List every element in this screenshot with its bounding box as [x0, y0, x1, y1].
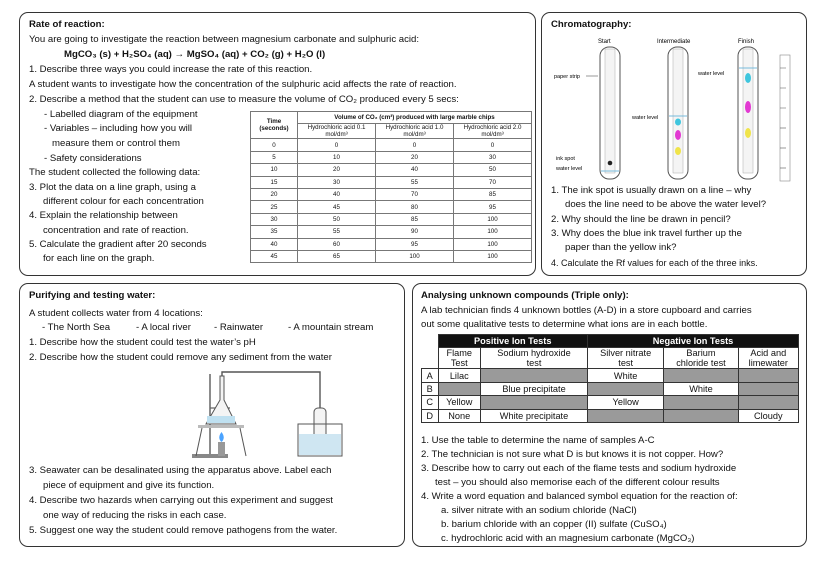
volume-data-table	[250, 111, 532, 263]
chrom-q2: 2. Why should the line be drawn in pencil?	[551, 214, 731, 225]
volume-col-header: Hydrochloric acid 2.0 mol/dm³	[454, 124, 532, 139]
rate-q1: 1. Describe three ways you could increase the rate of this reaction.	[29, 64, 313, 75]
tube-intermediate	[668, 47, 688, 179]
rate-q3-cont: different colour for each concentration	[43, 196, 204, 207]
ion-table-row	[422, 409, 799, 422]
chrom-q1-cont: does the line need to be above the water level?	[565, 199, 767, 210]
ion-result-cell	[664, 409, 738, 422]
volume-cell: 55	[376, 176, 454, 188]
ion-result-cell: Lilac	[438, 369, 481, 382]
volume-cell: 45	[298, 201, 376, 213]
unknown-q4c: c. hydrochloric acid with an magnesium carbonate (MgCO₃)	[441, 533, 695, 544]
label-paper-strip: paper strip	[554, 74, 580, 80]
volume-cell: 100	[454, 250, 532, 262]
time-header: Time (seconds)	[251, 112, 298, 139]
volume-table-row	[251, 213, 532, 225]
chromatography-panel	[541, 12, 807, 276]
rate-q3: 3. Plot the data on a line graph, using a	[29, 182, 196, 193]
col-silver-nitrate: Silver nitrate test	[588, 348, 664, 369]
volume-cell: 20	[376, 151, 454, 163]
volume-table-row	[251, 201, 532, 213]
distillation-apparatus	[170, 368, 405, 462]
volume-cell: 90	[376, 226, 454, 238]
tube-finish	[738, 47, 758, 179]
label-water-level-start: water level	[556, 166, 583, 172]
ion-test-table	[421, 334, 799, 423]
sample-id: B	[422, 382, 439, 395]
ion-result-cell: White	[588, 369, 664, 382]
col-sodium-hydroxide: Sodium hydroxide test	[481, 348, 588, 369]
volume-cell: 35	[251, 226, 298, 238]
volume-cell: 50	[298, 213, 376, 225]
label-finish: Finish	[738, 39, 755, 45]
volume-cell: 0	[376, 139, 454, 151]
water-q4: 4. Describe two hazards when carrying out this experiment and suggest	[29, 495, 333, 506]
chromatography-diagram	[542, 33, 806, 183]
rate-title: Rate of reaction:	[29, 19, 105, 30]
col-acid-limewater: Acid and limewater	[738, 348, 798, 369]
col-flame-test: Flame Test	[438, 348, 481, 369]
volume-table-row	[251, 139, 532, 151]
volume-cell: 45	[251, 250, 298, 262]
volume-cell: 0	[251, 139, 298, 151]
volume-cell: 5	[251, 151, 298, 163]
volume-cell: 100	[454, 226, 532, 238]
rate-equation: MgCO₃ (s) + H₂SO₄ (aq) → MgSO₄ (aq) + CO₂ (g) + H₂O (l)	[64, 49, 326, 60]
volume-cell: 0	[454, 139, 532, 151]
volume-table-row	[251, 238, 532, 250]
chrom-title: Chromatography:	[551, 19, 632, 30]
ion-result-cell	[738, 369, 798, 382]
volume-col-header: Hydrochloric acid 0.1 mol/dm³	[298, 124, 376, 139]
ion-table-row	[422, 369, 799, 382]
rate-bullet-diagram: - Labelled diagram of the equipment	[44, 109, 198, 120]
volume-header: Volume of CO₂ (cm³) produced with large marble chips	[298, 112, 532, 124]
volume-table-row	[251, 164, 532, 176]
water-q4-cont: one way of reducing the risks in each case.	[43, 510, 227, 521]
water-title: Purifying and testing water:	[29, 290, 156, 301]
location-river: - A local river	[136, 322, 191, 333]
volume-cell: 30	[454, 151, 532, 163]
volume-cell: 40	[376, 164, 454, 176]
unknown-intro-cont: out some qualitative tests to determine what ions are in each bottle.	[421, 319, 708, 330]
label-start: Start	[598, 39, 611, 45]
ion-result-cell: None	[438, 409, 481, 422]
volume-cell: 25	[251, 201, 298, 213]
label-ink-spot: ink spot	[556, 156, 575, 162]
volume-cell: 55	[298, 226, 376, 238]
rate-bullet-variables: - Variables – including how you will	[44, 123, 193, 134]
water-intro: A student collects water from 4 locations:	[29, 308, 203, 319]
volume-cell: 20	[298, 164, 376, 176]
label-intermediate: Intermediate	[657, 39, 691, 45]
volume-cell: 80	[376, 201, 454, 213]
ion-result-cell	[481, 369, 588, 382]
ion-result-cell: Cloudy	[738, 409, 798, 422]
volume-cell: 10	[251, 164, 298, 176]
ion-result-cell: Blue precipitate	[481, 382, 588, 395]
sample-id: C	[422, 396, 439, 409]
col-barium-chloride: Barium chloride test	[664, 348, 738, 369]
unknown-q2: 2. The technician is not sure what D is but knows it is not copper. How?	[421, 449, 724, 460]
ion-result-cell	[738, 382, 798, 395]
negative-ion-header: Negative Ion Tests	[588, 335, 799, 348]
volume-cell: 100	[454, 213, 532, 225]
rate-intro: You are going to investigate the reaction between magnesium carbonate and sulphuric acid:	[29, 34, 420, 45]
ion-result-cell	[664, 369, 738, 382]
volume-cell: 100	[376, 250, 454, 262]
volume-cell: 20	[251, 188, 298, 200]
ion-result-cell	[738, 396, 798, 409]
unknown-q4a: a. silver nitrate with an sodium chloride (NaCl)	[441, 505, 637, 516]
unknown-q4: 4. Write a word equation and balanced symbol equation for the reaction of:	[421, 491, 738, 502]
rate-bullet-safety: - Safety considerations	[44, 153, 142, 164]
volume-cell: 85	[454, 188, 532, 200]
label-water-level-finish: water level	[698, 71, 725, 77]
volume-cell: 70	[454, 176, 532, 188]
ion-result-cell	[438, 382, 481, 395]
volume-cell: 10	[298, 151, 376, 163]
volume-cell: 60	[298, 238, 376, 250]
ion-result-cell	[481, 396, 588, 409]
volume-table-row	[251, 151, 532, 163]
volume-cell: 30	[251, 213, 298, 225]
water-q2: 2. Describe how the student could remove any sediment from the water	[29, 352, 332, 363]
volume-cell: 95	[454, 201, 532, 213]
unknown-panel	[412, 283, 807, 547]
water-q5: 5. Suggest one way the student could remove pathogens from the water.	[29, 525, 338, 536]
rate-of-reaction-panel	[19, 12, 536, 276]
ion-result-cell: Yellow	[438, 396, 481, 409]
ion-table-row	[422, 396, 799, 409]
rate-q5: 5. Calculate the gradient after 20 seconds	[29, 239, 207, 250]
location-rainwater: - Rainwater	[214, 322, 264, 333]
ion-result-cell: White precipitate	[481, 409, 588, 422]
unknown-q4b: b. barium chloride with an copper (II) sulfate (CuSO₄)	[441, 519, 667, 530]
sample-id: A	[422, 369, 439, 382]
unknown-intro: A lab technician finds 4 unknown bottles (A-D) in a store cupboard and carries	[421, 305, 752, 316]
water-q3: 3. Seawater can be desalinated using the apparatus above. Label each	[29, 465, 332, 476]
water-q3-cont: piece of equipment and give its function.	[43, 480, 215, 491]
location-mountain-stream: - A mountain stream	[288, 322, 374, 333]
volume-table-row	[251, 250, 532, 262]
volume-cell: 15	[251, 176, 298, 188]
positive-ion-header: Positive Ion Tests	[438, 335, 588, 348]
rate-bullet-variables-cont: measure them or control them	[52, 138, 180, 149]
chrom-q1: 1. The ink spot is usually drawn on a line – why	[551, 185, 752, 196]
volume-cell: 40	[251, 238, 298, 250]
water-panel	[19, 283, 405, 547]
volume-cell: 65	[298, 250, 376, 262]
chrom-q4: 4. Calculate the Rf values for each of the three inks.	[551, 258, 758, 268]
rate-collected: The student collected the following data:	[29, 167, 201, 178]
volume-col-header: Hydrochloric acid 1.0 mol/dm³	[376, 124, 454, 139]
volume-cell: 70	[376, 188, 454, 200]
tube-start	[600, 47, 620, 179]
volume-cell: 100	[454, 238, 532, 250]
sample-id: D	[422, 409, 439, 422]
chrom-q3-cont: paper than the yellow ink?	[565, 242, 677, 253]
unknown-q3-cont: test – you should also memorise each of the different colour results	[435, 477, 720, 488]
ion-result-cell	[588, 409, 664, 422]
unknown-q1: 1. Use the table to determine the name of samples A-C	[421, 435, 655, 446]
volume-cell: 40	[298, 188, 376, 200]
water-q1: 1. Describe how the student could test the water’s pH	[29, 337, 256, 348]
ion-result-cell	[664, 396, 738, 409]
ion-result-cell: Yellow	[588, 396, 664, 409]
rate-q4: 4. Explain the relationship between	[29, 210, 178, 221]
rate-q4-cont: concentration and rate of reaction.	[43, 225, 189, 236]
ion-table-row	[422, 382, 799, 395]
unknown-title: Analysing unknown compounds (Triple only):	[421, 290, 629, 301]
label-water-level-mid: water level	[632, 115, 659, 121]
volume-cell: 95	[376, 238, 454, 250]
rate-q5-cont: for each line on the graph.	[43, 253, 155, 264]
volume-table-row	[251, 188, 532, 200]
volume-cell: 50	[454, 164, 532, 176]
volume-cell: 85	[376, 213, 454, 225]
rate-q2: 2. Describe a method that the student can use to measure the volume of CO₂ produced every 5 secs:	[29, 94, 459, 105]
chrom-q3: 3. Why does the blue ink travel further up the	[551, 228, 742, 239]
location-north-sea: - The North Sea	[42, 322, 111, 333]
unknown-q3: 3. Describe how to carry out each of the flame tests and sodium hydroxide	[421, 463, 737, 474]
volume-table-row	[251, 226, 532, 238]
ion-result-cell	[588, 382, 664, 395]
volume-cell: 0	[298, 139, 376, 151]
ion-result-cell: White	[664, 382, 738, 395]
volume-cell: 30	[298, 176, 376, 188]
ruler	[780, 55, 790, 181]
rate-line-a: A student wants to investigate how the concentration of the sulphuric acid affects the rate of reaction.	[29, 79, 457, 90]
volume-table-row	[251, 176, 532, 188]
